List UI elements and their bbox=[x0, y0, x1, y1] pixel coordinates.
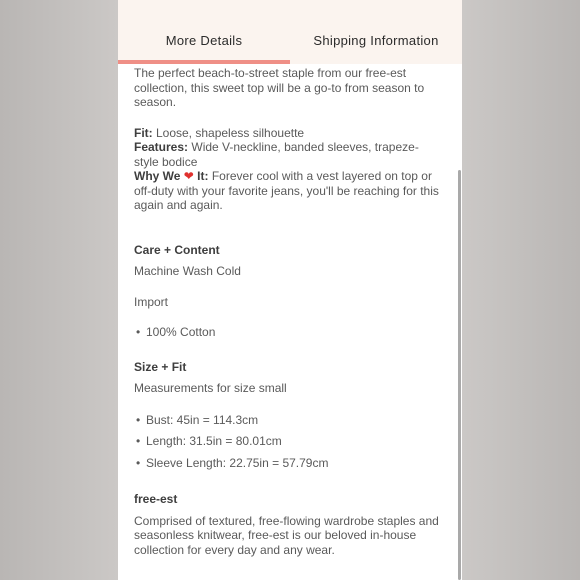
right-background bbox=[462, 0, 580, 580]
size-item: • Sleeve Length: 22.75in = 57.79cm bbox=[136, 455, 329, 470]
why-value: Forever cool with a vest layered on top or off-duty with your favorite jeans, you'll be reaching for this again and again. bbox=[134, 169, 439, 212]
heart-icon: ❤ bbox=[183, 169, 194, 183]
size-fit-heading: Size + Fit bbox=[134, 359, 187, 374]
fit-value: Loose, shapeless silhouette bbox=[152, 125, 305, 140]
care-origin: Import bbox=[134, 294, 169, 309]
description-intro: The perfect beach-to-street staple from our free-est collection, this sweet top will be a go-to from season to season. bbox=[134, 66, 425, 109]
tab-shipping-information-label: Shipping Information bbox=[313, 32, 439, 48]
features-label: Features: bbox=[134, 140, 189, 154]
why-label-b: It: bbox=[193, 169, 209, 183]
fit-label: Fit: bbox=[134, 125, 153, 140]
features-line bbox=[134, 140, 440, 169]
brand-description: Comprised of textured, free-flowing wardrobe staples and seasonless knitwear, free-est is our beloved in-house collection for every day and any wear. bbox=[134, 513, 439, 557]
features-value: Wide V-neckline, banded sleeves, trapeze-style bodice bbox=[134, 140, 419, 169]
why-label-a: Why We bbox=[134, 169, 184, 183]
tab-more-details[interactable] bbox=[118, 0, 290, 64]
tab-shipping-information[interactable] bbox=[290, 0, 462, 64]
details-content bbox=[134, 66, 440, 557]
tab-more-details-label: More Details bbox=[165, 32, 243, 48]
care-wash: Machine Wash Cold bbox=[134, 264, 241, 278]
left-background bbox=[0, 0, 118, 580]
material-item: • 100% Cotton bbox=[136, 325, 216, 339]
why-we-love-it-line bbox=[134, 169, 440, 213]
active-tab-underline bbox=[118, 60, 290, 64]
scrollbar[interactable] bbox=[458, 170, 461, 580]
brand-heading: free-est bbox=[134, 492, 178, 506]
care-heading: Care + Content bbox=[134, 242, 220, 257]
size-fit-intro: Measurements for size small bbox=[134, 381, 287, 395]
product-details-panel bbox=[118, 0, 462, 580]
size-item: • Bust: 45in = 114.3cm bbox=[136, 412, 259, 427]
fit-line bbox=[134, 126, 440, 141]
tab-bar bbox=[118, 0, 462, 64]
size-item: • Length: 31.5in = 80.01cm bbox=[136, 434, 282, 448]
